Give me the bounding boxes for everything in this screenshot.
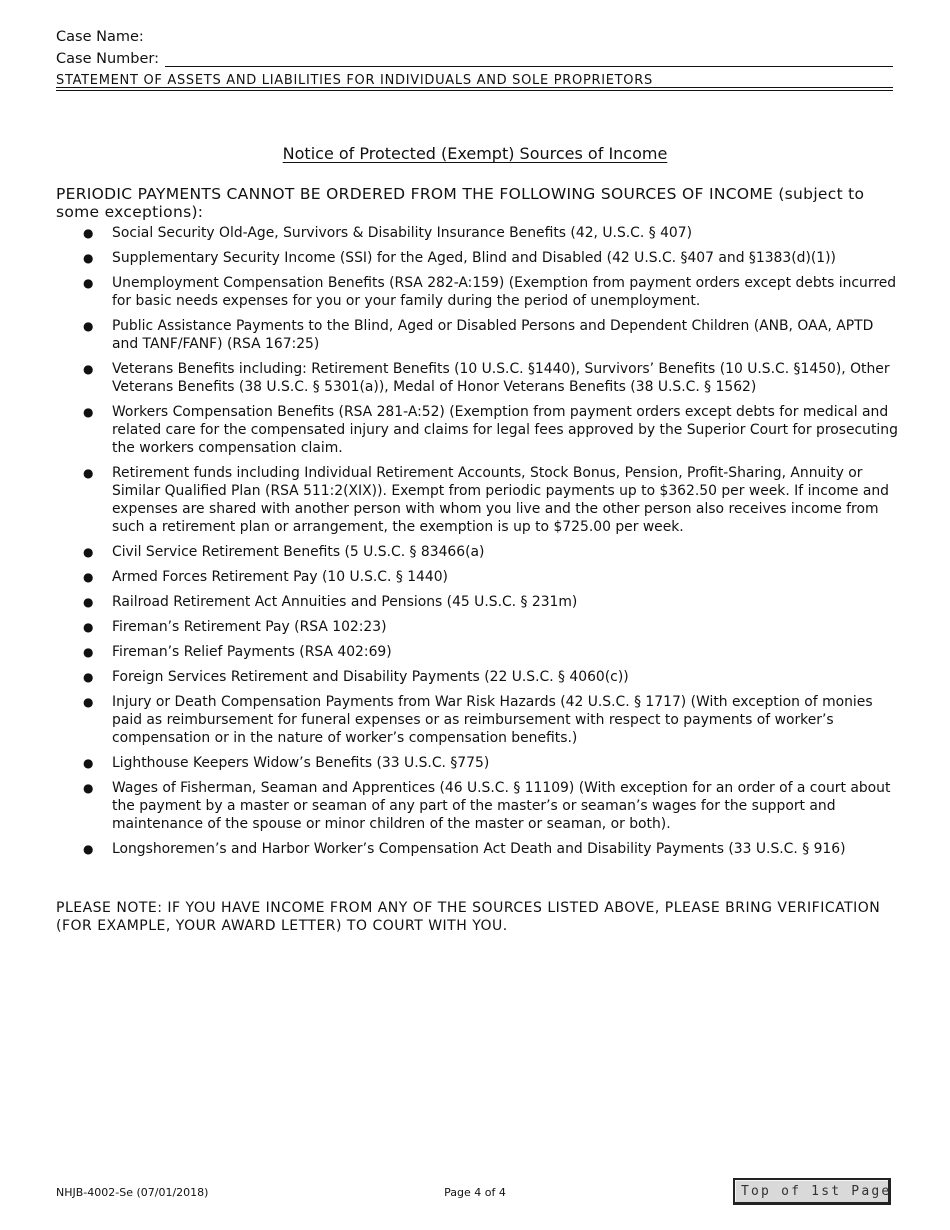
- list-item: [56, 643, 898, 661]
- list-item-text: Armed Forces Retirement Pay (10 U.S.C. § 1440): [112, 569, 448, 585]
- case-number-field[interactable]: [165, 66, 893, 67]
- bullet-icon: ●: [83, 670, 94, 684]
- bullet-icon: ●: [83, 319, 94, 333]
- list-item-text: Veterans Benefits including: Retirement Benefits (10 U.S.C. §1440), Survivors’ Benefits (10 U.S.C. §1450), Other Veterans Benefits (38 U.S.C. § 5301(a)), Medal of Honor Veterans Benefits (38 U.S.C. § 1562): [112, 361, 890, 395]
- bullet-icon: ●: [83, 695, 94, 709]
- periodic-payments-intro: PERIODIC PAYMENTS CANNOT BE ORDERED FROM THE FOLLOWING SOURCES OF INCOME (subject to some exceptions):: [56, 185, 865, 221]
- list-item-text: Railroad Retirement Act Annuities and Pensions (45 U.S.C. § 231m): [112, 594, 578, 610]
- list-item: [56, 317, 898, 353]
- statement-title: STATEMENT OF ASSETS AND LIABILITIES FOR INDIVIDUALS AND SOLE PROPRIETORS: [56, 73, 653, 88]
- list-item-text: Supplementary Security Income (SSI) for the Aged, Blind and Disabled (42 U.S.C. §407 and §1383(d)(1)): [112, 250, 836, 266]
- list-item-text: Fireman’s Relief Payments (RSA 402:69): [112, 644, 392, 660]
- list-item-text: Civil Service Retirement Benefits (5 U.S.C. § 83466(a): [112, 544, 485, 560]
- bullet-icon: ●: [83, 362, 94, 376]
- list-item: [56, 568, 898, 586]
- bullet-icon: ●: [83, 545, 94, 559]
- list-item: [56, 754, 898, 772]
- bullet-icon: ●: [83, 251, 94, 265]
- page-number: Page 4 of 4: [444, 1186, 506, 1199]
- list-item: [56, 464, 898, 536]
- bullet-icon: ●: [83, 781, 94, 795]
- form-id: NHJB-4002-Se (07/01/2018): [56, 1186, 209, 1199]
- bullet-icon: ●: [83, 570, 94, 584]
- header-divider: [56, 87, 893, 88]
- case-name-label: Case Name:: [56, 29, 144, 45]
- list-item: [56, 274, 898, 310]
- case-number-label: Case Number:: [56, 51, 159, 67]
- list-item-text: Injury or Death Compensation Payments from War Risk Hazards (42 U.S.C. § 1717) (With exception of monies paid as reimbursement for funeral expenses or as reimbursement with respect to payments of worker’s compensation or in the nature of worker’s compensation benefits.): [112, 694, 873, 746]
- list-item: [56, 593, 898, 611]
- list-item-text: Longshoremen’s and Harbor Worker’s Compensation Act Death and Disability Payments (33 U.S.C. § 916): [112, 841, 846, 857]
- bullet-icon: ●: [83, 645, 94, 659]
- bullet-icon: ●: [83, 842, 94, 856]
- exempt-income-sources-list: [56, 224, 898, 865]
- list-item-text: Public Assistance Payments to the Blind, Aged or Disabled Persons and Dependent Children (ANB, OAA, APTD and TANF/FANF) (RSA 167:25): [112, 318, 874, 352]
- list-item-text: Workers Compensation Benefits (RSA 281-A:52) (Exemption from payment orders except debts for medical and related care for the compensated injury and claims for legal fees approved by the Superior Court for prosecuting the workers compensation claim.: [112, 404, 898, 456]
- please-note: PLEASE NOTE: IF YOU HAVE INCOME FROM ANY OF THE SOURCES LISTED ABOVE, PLEASE BRING VERIFICATION (FOR EXAMPLE, YOUR AWARD LETTER) TO COURT WITH YOU.: [56, 900, 881, 934]
- list-item-text: Fireman’s Retirement Pay (RSA 102:23): [112, 619, 387, 635]
- top-of-first-page-button[interactable]: Top of 1st Page: [733, 1178, 891, 1205]
- notice-title: Notice of Protected (Exempt) Sources of Income: [282, 144, 668, 163]
- bullet-icon: ●: [83, 620, 94, 634]
- bullet-icon: ●: [83, 226, 94, 240]
- notice-heading: [0, 144, 950, 164]
- list-item: [56, 543, 898, 561]
- bullet-icon: ●: [83, 595, 94, 609]
- list-item: [56, 618, 898, 636]
- list-item: [56, 840, 898, 858]
- list-item-text: Lighthouse Keepers Widow’s Benefits (33 U.S.C. §775): [112, 755, 490, 771]
- list-item-text: Retirement funds including Individual Retirement Accounts, Stock Bonus, Pension, Profit-Sharing, Annuity or Similar Qualified Plan (RSA 511:2(XIX)). Exempt from periodic payments up to $362.50 per week. If income and expenses are shared with another person with whom you live and the other person also receives income from such a retirement plan or arrangement, the exemption is up to $725.00 per week.: [112, 465, 889, 535]
- list-item-text: Foreign Services Retirement and Disability Payments (22 U.S.C. § 4060(c)): [112, 669, 629, 685]
- bullet-icon: ●: [83, 756, 94, 770]
- list-item: [56, 249, 898, 267]
- list-item-text: Unemployment Compensation Benefits (RSA 282-A:159) (Exemption from payment orders except debts incurred for basic needs expenses for you or your family during the period of unemployment.: [112, 275, 897, 309]
- list-item: [56, 360, 898, 396]
- bullet-icon: ●: [83, 466, 94, 480]
- bullet-icon: ●: [83, 405, 94, 419]
- list-item: [56, 403, 898, 457]
- list-item: [56, 224, 898, 242]
- list-item-text: Social Security Old-Age, Survivors & Disability Insurance Benefits (42, U.S.C. § 407): [112, 225, 692, 241]
- list-item: [56, 693, 898, 747]
- list-item: [56, 779, 898, 833]
- list-item-text: Wages of Fisherman, Seaman and Apprentices (46 U.S.C. § 11109) (With exception for an order of a court about the payment by a master or seaman of any part of the master’s or seaman’s wages for the support and maintenance of the spouse or minor children of the master or seaman, or both).: [112, 780, 891, 832]
- list-item: [56, 668, 898, 686]
- header-divider: [56, 90, 893, 91]
- bullet-icon: ●: [83, 276, 94, 290]
